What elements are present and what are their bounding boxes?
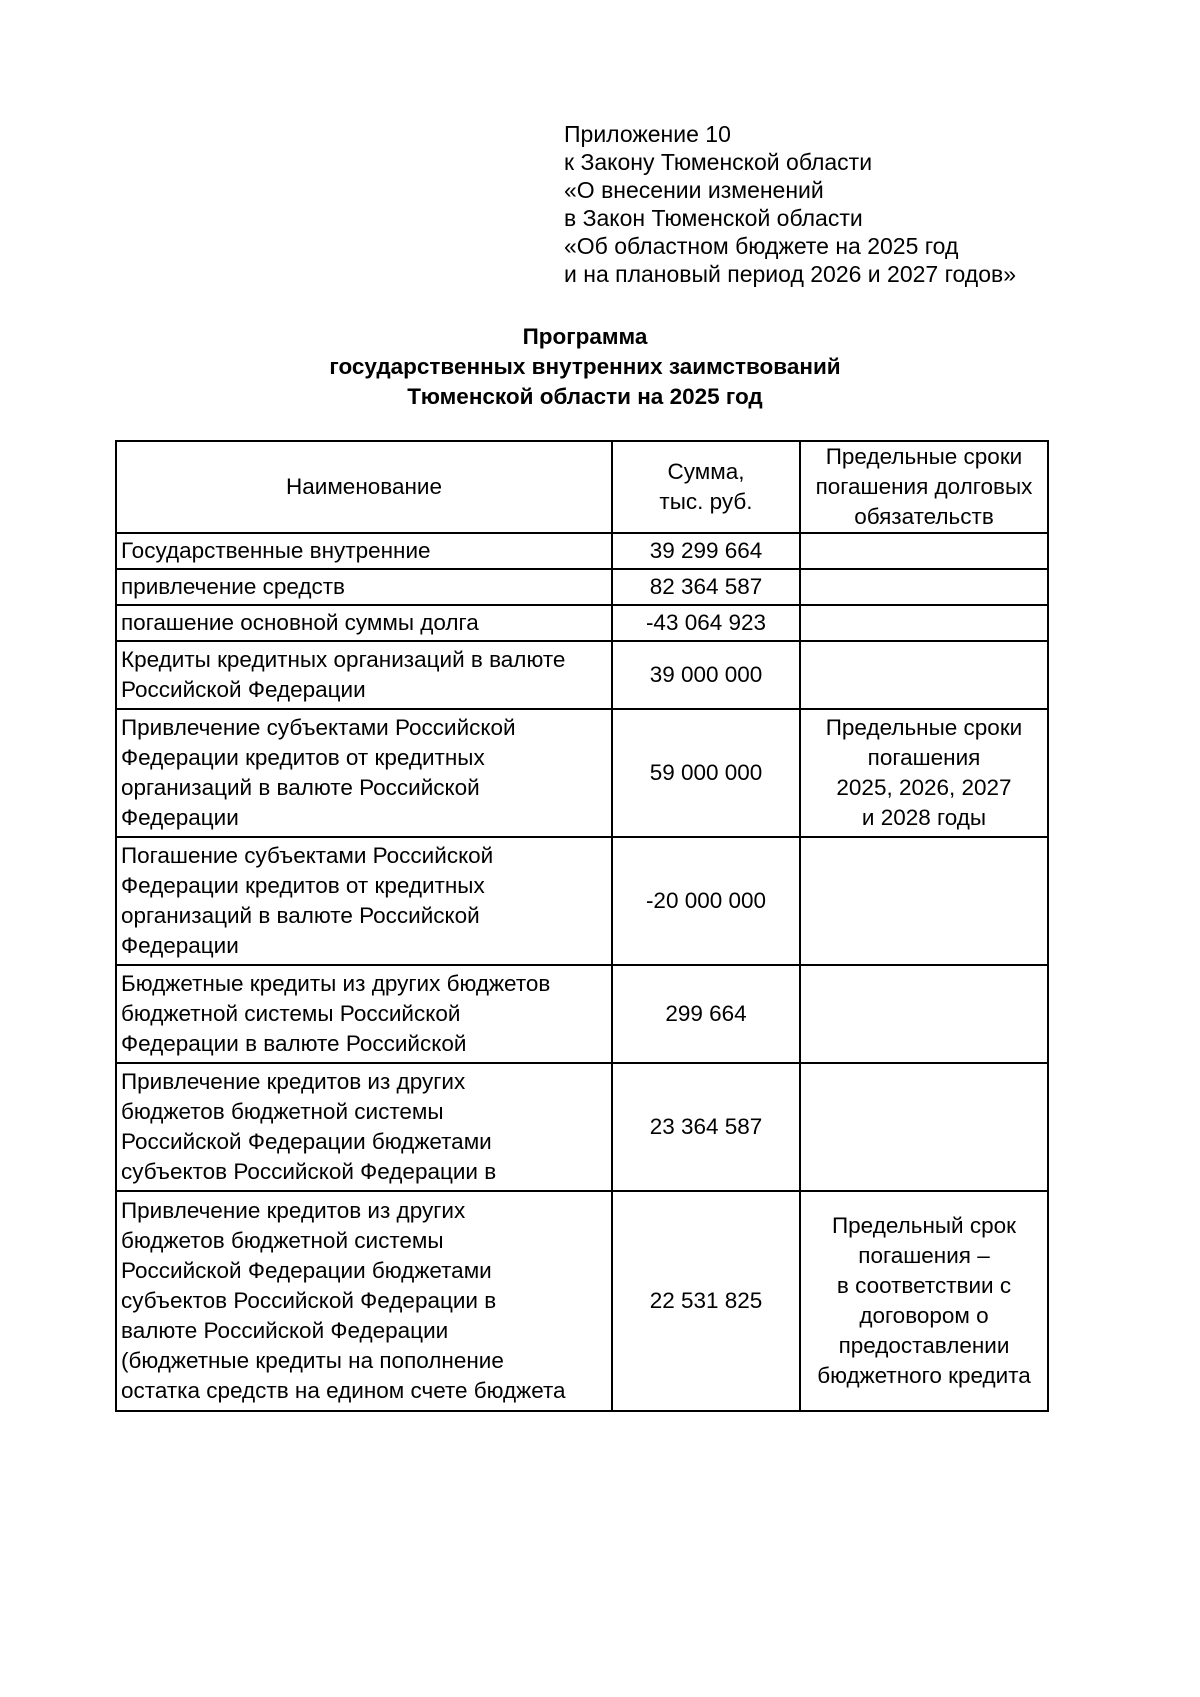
cell-sum: 39 000 000: [612, 641, 800, 709]
cell-name: [116, 837, 612, 965]
cell-term-line: бюджетного кредита: [817, 1363, 1031, 1388]
cell-name: [116, 1191, 612, 1411]
cell-sum: 23 364 587: [612, 1063, 800, 1191]
cell-name-line: Кредиты кредитных организаций в валюте: [121, 647, 566, 672]
cell-name-line: Государственные внутренние: [121, 538, 431, 563]
cell-name-line: Российской Федерации бюджетами: [121, 1258, 492, 1283]
table-row: [116, 1191, 1048, 1411]
appendix-line: и на плановый период 2026 и 2027 годов»: [564, 261, 1016, 287]
cell-name-line: Федерации кредитов от кредитных: [121, 873, 485, 898]
title-line: Тюменской области на 2025 год: [407, 384, 763, 409]
cell-term: [800, 569, 1048, 605]
header-sum-line: тыс. руб.: [659, 489, 753, 514]
cell-name-line: организаций в валюте Российской: [121, 775, 480, 800]
cell-term: [800, 605, 1048, 641]
cell-term-line: и 2028 годы: [861, 805, 987, 830]
cell-term-line: Предельные сроки: [825, 715, 1023, 740]
cell-sum: -20 000 000: [612, 837, 800, 965]
header-sum: [612, 441, 800, 533]
cell-name: [116, 709, 612, 837]
header-term-line: Предельные сроки: [825, 444, 1023, 469]
cell-term-line: в соответствии с: [836, 1273, 1012, 1298]
cell-name-line: остатка средств на едином счете бюджета: [121, 1378, 566, 1403]
table-row: [116, 837, 1048, 965]
cell-sum: 299 664: [612, 965, 800, 1063]
table-row: [116, 965, 1048, 1063]
cell-name: [116, 569, 612, 605]
cell-term-line: Предельный срок: [832, 1213, 1016, 1238]
cell-name: [116, 533, 612, 569]
appendix-header: [564, 120, 1124, 288]
header-term: [800, 441, 1048, 533]
table-row: [116, 569, 1048, 605]
cell-name-line: Российской Федерации бюджетами: [121, 1129, 492, 1154]
cell-name: [116, 965, 612, 1063]
cell-name: [116, 641, 612, 709]
cell-name-line: Федерации в валюте Российской: [121, 1031, 467, 1056]
cell-name-line: погашение основной суммы долга: [121, 610, 479, 635]
appendix-line: в Закон Тюменской области: [564, 205, 863, 231]
table-row: [116, 605, 1048, 641]
appendix-line: Приложение 10: [564, 121, 731, 147]
cell-name-line: Привлечение субъектами Российской: [121, 715, 516, 740]
borrowing-program-table: [115, 440, 1049, 1412]
header-sum-line: Сумма,: [667, 459, 745, 484]
cell-term: [800, 965, 1048, 1063]
cell-name-line: Бюджетные кредиты из других бюджетов: [121, 971, 551, 996]
table-body: [116, 533, 1048, 1411]
cell-name-line: бюджетной системы Российской: [121, 1001, 461, 1026]
cell-name-line: субъектов Российской Федерации в: [121, 1288, 497, 1313]
cell-name-line: Федерации кредитов от кредитных: [121, 745, 485, 770]
cell-name-line: Федерации: [121, 933, 239, 958]
cell-name-line: Погашение субъектами Российской: [121, 843, 494, 868]
cell-term-line: погашения –: [858, 1243, 990, 1268]
cell-term-line: предоставлении: [838, 1333, 1010, 1358]
title-line: государственных внутренних заимствований: [329, 354, 841, 379]
cell-term: [800, 837, 1048, 965]
cell-term: [800, 1191, 1048, 1411]
cell-sum: -43 064 923: [612, 605, 800, 641]
table-row: [116, 641, 1048, 709]
cell-name-line: привлечение средств: [121, 574, 346, 599]
header-name: Наименование: [116, 441, 612, 533]
cell-name-line: бюджетов бюджетной системы: [121, 1099, 444, 1124]
appendix-line: «Об областном бюджете на 2025 год: [564, 233, 959, 259]
appendix-line: к Закону Тюменской области: [564, 149, 873, 175]
cell-name: [116, 1063, 612, 1191]
cell-name-line: (бюджетные кредиты на пополнение: [121, 1348, 504, 1373]
table-row: [116, 533, 1048, 569]
cell-name: [116, 605, 612, 641]
cell-name-line: Привлечение кредитов из других: [121, 1069, 466, 1094]
cell-name-line: Федерации: [121, 805, 239, 830]
cell-name-line: Российской Федерации: [121, 677, 366, 702]
cell-name-line: бюджетов бюджетной системы: [121, 1228, 444, 1253]
table-row: [116, 709, 1048, 837]
appendix-line: «О внесении изменений: [564, 177, 824, 203]
document-title: [120, 322, 1050, 412]
cell-sum: 22 531 825: [612, 1191, 800, 1411]
header-term-line: обязательств: [854, 504, 994, 529]
cell-sum: 82 364 587: [612, 569, 800, 605]
cell-name-line: Привлечение кредитов из других: [121, 1198, 466, 1223]
cell-term-line: договором о: [859, 1303, 989, 1328]
table-header-row: [116, 441, 1048, 533]
table-row: [116, 1063, 1048, 1191]
cell-sum: 39 299 664: [612, 533, 800, 569]
cell-term-line: погашения: [867, 745, 981, 770]
cell-term-line: 2025, 2026, 2027: [836, 775, 1012, 800]
cell-term: [800, 533, 1048, 569]
cell-sum: 59 000 000: [612, 709, 800, 837]
cell-name-line: валюте Российской Федерации: [121, 1318, 449, 1343]
cell-term: [800, 1063, 1048, 1191]
cell-name-line: субъектов Российской Федерации в: [121, 1159, 497, 1184]
header-term-line: погашения долговых: [815, 474, 1033, 499]
title-line: Программа: [522, 324, 648, 349]
cell-term: [800, 709, 1048, 837]
cell-term: [800, 641, 1048, 709]
cell-name-line: организаций в валюте Российской: [121, 903, 480, 928]
